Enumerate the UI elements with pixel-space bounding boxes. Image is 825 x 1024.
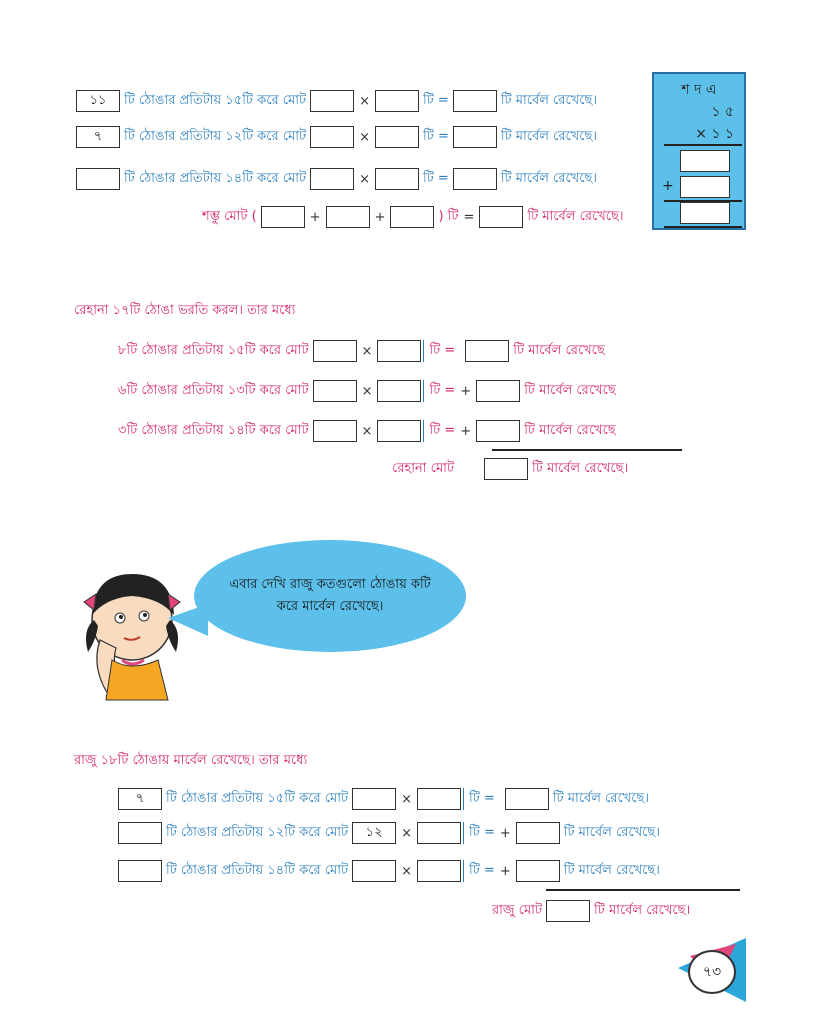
row-end: টি মার্বেল রেখেছে। — [552, 790, 649, 806]
row-text: টি ঠোঙার প্রতিটায় ১৫টি করে মোট — [166, 790, 349, 806]
answer-box[interactable] — [465, 340, 509, 362]
bubble-line-2: করে মার্বেল রেখেছে। — [276, 599, 384, 614]
answer-box[interactable] — [375, 168, 419, 190]
ti-equals: টি = — [429, 422, 456, 438]
partial-product-box[interactable] — [680, 150, 730, 172]
multiplier-box[interactable]: ১২ — [352, 822, 396, 844]
divider — [423, 340, 424, 362]
total-label: রাজু মোট — [492, 902, 543, 918]
plus-sign: + — [309, 209, 321, 225]
answer-box[interactable] — [326, 206, 370, 228]
answer-box[interactable] — [453, 168, 497, 190]
sum-line — [492, 449, 682, 451]
answer-box[interactable] — [310, 126, 354, 148]
row-text: ৮টি ঠোঙার প্রতিটায় ১৫টি করে মোট — [118, 342, 309, 358]
answer-box[interactable] — [417, 788, 461, 810]
answer-box[interactable] — [377, 420, 421, 442]
total-close: ) টি — [438, 208, 459, 224]
ti-equals: টি = — [469, 862, 495, 878]
partial-product-box[interactable] — [680, 176, 730, 198]
plus-sign: + — [499, 863, 511, 879]
divider — [463, 860, 464, 882]
answer-box[interactable] — [310, 90, 354, 112]
answer-box[interactable] — [377, 380, 421, 402]
ti-equals: টি = — [469, 824, 495, 840]
times-sign: × — [401, 791, 412, 807]
answer-box[interactable] — [453, 90, 497, 112]
plus-sign: + — [374, 209, 386, 225]
divider-line — [664, 226, 742, 228]
total-end: টি মার্বেল রেখেছে। — [594, 902, 691, 918]
plus-sign: + — [460, 383, 472, 399]
row-text: ৩টি ঠোঙার প্রতিটায় ১৪টি করে মোট — [118, 422, 309, 438]
plus-sign: + — [460, 423, 472, 439]
answer-box[interactable] — [375, 126, 419, 148]
multiplier: × ১ ১ — [695, 126, 734, 142]
raju-intro: রাজু ১৮টি ঠোঙায় মার্বেল রেখেছে। তার মধ্যে — [74, 752, 308, 768]
answer-box[interactable] — [453, 126, 497, 148]
raju-total-row — [490, 898, 692, 924]
times-sign: × — [359, 129, 371, 145]
row-end: টি মার্বেল রেখেছে। — [500, 128, 597, 144]
rehana-row-2 — [116, 378, 618, 404]
multiplication-panel — [652, 72, 746, 230]
answer-box[interactable] — [313, 340, 357, 362]
row-text: টি ঠোঙার প্রতিটায় ১৪টি করে মোট — [124, 170, 307, 186]
count-box[interactable] — [118, 822, 162, 844]
answer-box[interactable] — [261, 206, 305, 228]
multiplier-box[interactable] — [352, 860, 396, 882]
shambhu-row-3 — [74, 166, 599, 192]
ti-equals: টি = — [469, 790, 495, 806]
answer-box[interactable] — [476, 420, 520, 442]
rehana-row-3 — [116, 418, 618, 444]
row-end: টি মার্বেল রেখেছে। — [563, 862, 660, 878]
raju-row-1 — [116, 786, 651, 812]
count-box[interactable]: ৭ — [76, 126, 120, 148]
times-sign: × — [401, 825, 413, 841]
count-box[interactable]: ১১ — [76, 90, 120, 112]
product-box[interactable] — [680, 202, 730, 224]
rehana-intro: রেহানা ১৭টি ঠোঙা ভরতি করল। তার মধ্যে — [74, 302, 296, 318]
row-end: টি মার্বেল রেখেছে। — [500, 92, 597, 108]
place-value-header: শ দ এ — [681, 82, 717, 98]
answer-box[interactable] — [310, 168, 354, 190]
total-label: শম্ভু মোট ( — [202, 208, 257, 224]
page-number: ৭৩ — [688, 950, 736, 994]
row-text: টি ঠোঙার প্রতিটায় ১২টি করে মোট — [124, 128, 307, 144]
raju-row-3 — [116, 858, 662, 884]
ti-equals: টি = — [423, 92, 449, 108]
ti-equals: টি = — [429, 382, 456, 398]
answer-box[interactable] — [375, 90, 419, 112]
multiplicand: ১ ৫ — [711, 104, 734, 120]
total-end: টি মার্বেল রেখেছে। — [527, 208, 624, 224]
divider — [463, 822, 464, 844]
plus-sign: + — [662, 178, 674, 194]
answer-box[interactable] — [479, 206, 523, 228]
shambhu-row-2 — [74, 124, 599, 150]
answer-box[interactable] — [516, 860, 560, 882]
row-end: টি মার্বেল রেখেছে। — [563, 824, 660, 840]
times-sign: × — [359, 171, 370, 187]
bubble-line-1: এবার দেখি রাজু কতগুলো ঠোঙায় কটি — [229, 577, 431, 592]
times-sign: × — [359, 93, 370, 109]
answer-box[interactable] — [390, 206, 434, 228]
row-text: ৬টি ঠোঙার প্রতিটায় ১৩টি করে মোট — [118, 382, 309, 398]
row-text: টি ঠোঙার প্রতিটায় ১৪টি করে মোট — [166, 862, 349, 878]
row-end: টি মার্বেল রেখেছে — [524, 382, 616, 398]
total-label: রেহানা মোট — [392, 460, 455, 476]
row-text: টি ঠোঙার প্রতিটায় ১৫টি করে মোট — [124, 92, 307, 108]
ti-equals: টি = — [423, 128, 449, 144]
times-sign: × — [401, 863, 412, 879]
ti-equals: টি = — [429, 342, 456, 358]
times-sign: × — [361, 343, 373, 359]
answer-box[interactable] — [505, 788, 549, 810]
multiplier-box[interactable] — [352, 788, 396, 810]
total-end: টি মার্বেল রেখেছে। — [532, 460, 629, 476]
divider — [463, 788, 464, 810]
speech-bubble — [194, 540, 466, 652]
answer-box[interactable] — [484, 458, 528, 480]
answer-box[interactable] — [417, 860, 461, 882]
answer-box[interactable] — [313, 380, 357, 402]
row-end: টি মার্বেল রেখেছে — [524, 422, 616, 438]
plus-sign: + — [499, 825, 511, 841]
row-text: টি ঠোঙার প্রতিটায় ১২টি করে মোট — [166, 824, 349, 840]
count-box[interactable] — [76, 168, 120, 190]
times-sign: × — [361, 423, 373, 439]
shambhu-total-row — [200, 204, 626, 230]
times-sign: × — [361, 383, 373, 399]
answer-box[interactable] — [313, 420, 357, 442]
answer-box[interactable] — [417, 822, 461, 844]
answer-box[interactable] — [476, 380, 520, 402]
answer-box[interactable] — [377, 340, 421, 362]
rehana-row-1 — [116, 338, 607, 364]
ti-equals: টি = — [423, 170, 449, 186]
rehana-total-row — [390, 456, 630, 482]
divider-line — [664, 144, 742, 146]
answer-box[interactable] — [546, 900, 590, 922]
count-box[interactable]: ৭ — [118, 788, 162, 810]
answer-box[interactable] — [516, 822, 560, 844]
divider — [423, 380, 424, 402]
shambhu-row-1 — [74, 88, 599, 114]
equals-sign: = — [463, 209, 475, 225]
row-end: টি মার্বেল রেখেছে। — [500, 170, 597, 186]
row-end: টি মার্বেল রেখেছে — [513, 342, 605, 358]
divider — [423, 420, 424, 442]
raju-row-2 — [116, 820, 662, 846]
sum-line — [546, 889, 740, 891]
count-box[interactable] — [118, 860, 162, 882]
